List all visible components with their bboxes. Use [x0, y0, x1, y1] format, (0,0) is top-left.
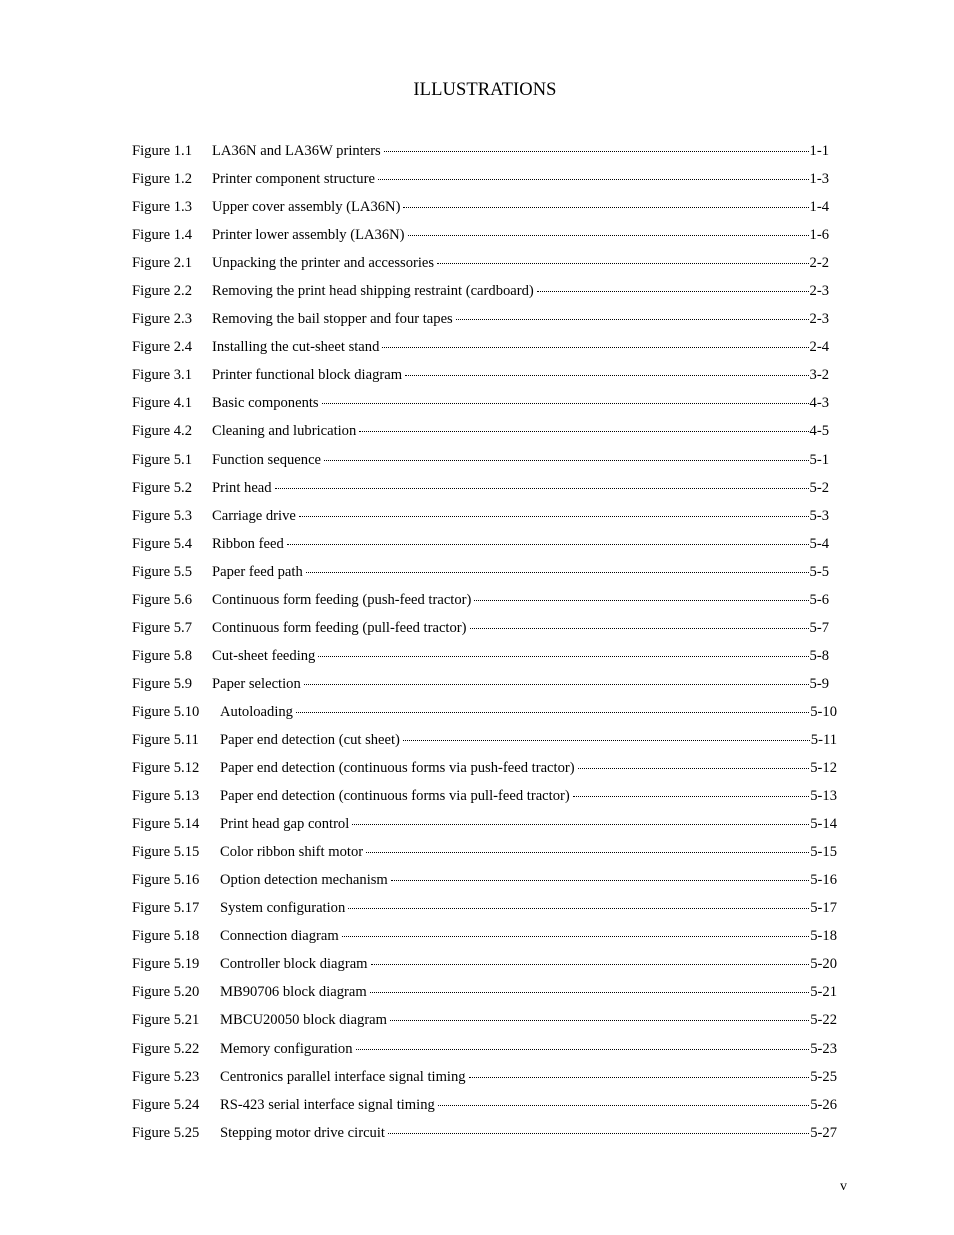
figure-title: Continuous form feeding (pull-feed tractor): [212, 620, 470, 637]
dot-leader: [403, 206, 808, 208]
figure-title: RS-423 serial interface signal timing: [220, 1097, 438, 1114]
figure-number: Figure 1.4: [132, 227, 192, 244]
toc-entry[interactable]: [132, 788, 837, 816]
dot-leader: [304, 683, 809, 685]
figure-page: 1-1: [809, 143, 829, 159]
figure-number: Figure 5.25: [132, 1124, 200, 1141]
figure-number: Figure 5.10: [132, 703, 200, 720]
dot-leader: [352, 823, 809, 825]
figure-title: Carriage drive: [212, 508, 299, 525]
figure-page: 1-3: [809, 171, 829, 188]
figure-title: Printer lower assembly (LA36N): [212, 227, 408, 244]
figure-title: Option detection mechanism: [220, 872, 391, 889]
toc-entry[interactable]: [132, 1041, 837, 1069]
figure-number: Figure 5.18: [132, 928, 200, 945]
figure-number: Figure 5.3: [132, 507, 192, 524]
figure-page: 5-25: [810, 1068, 837, 1085]
figure-number: Figure 5.9: [132, 675, 192, 692]
figure-page: 5-8: [809, 647, 829, 664]
figure-title: Cut-sheet feeding: [212, 648, 318, 665]
figure-number: Figure 2.2: [132, 283, 192, 300]
toc-entry[interactable]: [132, 732, 837, 760]
figure-page: 5-22: [810, 1012, 837, 1029]
figure-number: Figure 5.13: [132, 788, 200, 805]
figure-page: 2-2: [809, 255, 829, 272]
figure-title: Paper feed path: [212, 564, 306, 581]
figure-number: Figure 5.21: [132, 1012, 200, 1029]
dot-leader: [388, 1132, 809, 1134]
toc-entry[interactable]: [132, 227, 829, 255]
figure-title: Paper end detection (continuous forms via push-feed tractor): [220, 760, 578, 777]
dot-leader: [403, 739, 810, 741]
dot-leader: [470, 627, 809, 629]
toc-entry[interactable]: [132, 508, 829, 536]
figure-number: Figure 3.1: [132, 367, 192, 384]
toc-entry[interactable]: [132, 620, 829, 648]
figure-title: Function sequence: [212, 452, 324, 469]
toc-entry[interactable]: [132, 536, 829, 564]
dot-leader: [324, 459, 809, 461]
figure-number: Figure 2.3: [132, 311, 192, 328]
dot-leader: [371, 963, 810, 965]
figure-page: 5-10: [810, 703, 837, 720]
page-number: v: [840, 1179, 847, 1194]
toc-entry[interactable]: [132, 171, 829, 199]
toc-entry[interactable]: [132, 928, 837, 956]
figure-title: Stepping motor drive circuit: [220, 1125, 388, 1142]
figure-page: 5-17: [810, 900, 837, 917]
figure-title: Ribbon feed: [212, 536, 287, 553]
figure-title: Continuous form feeding (push-feed tractor): [212, 592, 474, 609]
figure-number: Figure 1.3: [132, 199, 192, 216]
figure-number: Figure 4.1: [132, 395, 192, 412]
figure-title: Removing the bail stopper and four tapes: [212, 311, 456, 328]
dot-leader: [348, 907, 809, 909]
dot-leader: [378, 178, 809, 180]
dot-leader: [356, 1048, 810, 1050]
toc-entry[interactable]: [132, 255, 829, 283]
figure-number: Figure 5.23: [132, 1068, 200, 1085]
figure-title: System configuration: [220, 900, 348, 917]
figure-page: 2-4: [809, 339, 829, 356]
figure-number: Figure 5.22: [132, 1040, 200, 1057]
figure-page: 5-13: [810, 788, 837, 805]
toc-entry[interactable]: [132, 956, 837, 984]
figure-page: 4-5: [809, 423, 829, 440]
dot-leader: [456, 318, 809, 320]
figure-page: 5-6: [809, 591, 829, 608]
toc-entry[interactable]: [132, 1012, 837, 1040]
figure-title: Unpacking the printer and accessories: [212, 255, 437, 272]
figure-number: Figure 5.19: [132, 956, 200, 973]
toc-entry[interactable]: [132, 704, 837, 732]
figure-page: 5-20: [810, 956, 837, 973]
figure-number: Figure 1.1: [132, 143, 192, 159]
figure-page: 3-2: [809, 367, 829, 384]
dot-leader: [318, 655, 808, 657]
figure-title: Autoloading: [220, 704, 296, 721]
figure-page: 5-16: [810, 872, 837, 889]
figure-number: Figure 5.24: [132, 1096, 200, 1113]
figure-page: 5-12: [810, 760, 837, 777]
toc-entry[interactable]: [132, 143, 829, 171]
figure-title: Installing the cut-sheet stand: [212, 339, 382, 356]
toc-entry[interactable]: [132, 1097, 837, 1125]
toc-entry[interactable]: [132, 395, 829, 423]
dot-leader: [287, 543, 809, 545]
figure-page: 2-3: [809, 283, 829, 300]
figure-page: 5-11: [810, 731, 837, 748]
figure-number: Figure 2.1: [132, 255, 192, 272]
dot-leader: [408, 234, 809, 236]
figure-page: 1-4: [809, 199, 829, 216]
figure-number: Figure 5.2: [132, 479, 192, 496]
toc-entry[interactable]: [132, 592, 829, 620]
dot-leader: [384, 150, 809, 152]
figure-title: Controller block diagram: [220, 956, 371, 973]
figure-page: 4-3: [809, 395, 829, 412]
figure-number: Figure 5.7: [132, 619, 192, 636]
dot-leader: [578, 767, 810, 769]
figure-page: 5-2: [809, 479, 829, 496]
figure-page: 5-18: [810, 928, 837, 945]
dot-leader: [370, 991, 810, 993]
figure-number: Figure 5.15: [132, 844, 200, 861]
toc-entry[interactable]: [132, 984, 837, 1012]
toc-entry[interactable]: [132, 339, 829, 367]
figure-title: MB90706 block diagram: [220, 984, 370, 1001]
figure-number: Figure 5.8: [132, 647, 192, 664]
figure-page: 5-27: [810, 1124, 837, 1141]
toc-entry[interactable]: [132, 564, 829, 592]
figure-number: Figure 5.1: [132, 451, 192, 468]
figure-page: 5-1: [809, 451, 829, 468]
figure-title: Paper end detection (continuous forms via pull-feed tractor): [220, 788, 573, 805]
dot-leader: [359, 430, 808, 432]
dot-leader: [537, 290, 809, 292]
toc-entry[interactable]: [132, 844, 837, 872]
dot-leader: [390, 1019, 809, 1021]
figure-number: Figure 5.16: [132, 872, 200, 889]
figure-title: Upper cover assembly (LA36N): [212, 199, 403, 216]
figure-page: 5-7: [809, 619, 829, 636]
dot-leader: [306, 571, 809, 573]
toc-entry[interactable]: [132, 452, 829, 480]
toc-entry[interactable]: [132, 872, 837, 900]
toc-entry[interactable]: [132, 283, 829, 311]
figure-title: MBCU20050 block diagram: [220, 1012, 390, 1029]
figure-title: Basic components: [212, 395, 322, 412]
dot-leader: [322, 402, 809, 404]
figure-number: Figure 5.20: [132, 984, 200, 1001]
figure-title: Printer component structure: [212, 171, 378, 188]
figure-page: 5-23: [810, 1040, 837, 1057]
dot-leader: [342, 935, 809, 937]
figure-title: Paper selection: [212, 676, 304, 693]
dot-leader: [366, 851, 809, 853]
figure-title: Color ribbon shift motor: [220, 844, 366, 861]
figure-title: Paper end detection (cut sheet): [220, 732, 403, 749]
toc-entry[interactable]: [132, 816, 837, 844]
dot-leader: [296, 711, 809, 713]
figure-page: 5-14: [810, 816, 837, 833]
toc-entry[interactable]: [132, 760, 837, 788]
figure-title: Connection diagram: [220, 928, 342, 945]
dot-leader: [382, 346, 808, 348]
dot-leader: [405, 374, 808, 376]
toc-entry[interactable]: [132, 367, 829, 395]
toc-entry[interactable]: [132, 648, 829, 676]
toc-entry[interactable]: [132, 423, 829, 451]
figure-title: Print head gap control: [220, 816, 352, 833]
toc-entry[interactable]: [132, 480, 829, 508]
figure-number: Figure 5.12: [132, 760, 200, 777]
dot-leader: [573, 795, 810, 797]
figure-title: Printer functional block diagram: [212, 367, 405, 384]
figure-number: Figure 2.4: [132, 339, 192, 356]
figure-number: Figure 4.2: [132, 423, 192, 440]
dot-leader: [299, 515, 809, 517]
figure-title: Removing the print head shipping restraint (cardboard): [212, 283, 537, 300]
figure-title: Centronics parallel interface signal timing: [220, 1069, 469, 1086]
dot-leader: [437, 262, 808, 264]
figure-title: Cleaning and lubrication: [212, 423, 359, 440]
dot-leader: [391, 879, 809, 881]
figure-page: 5-9: [809, 675, 829, 692]
dot-leader: [275, 487, 809, 489]
dot-leader: [474, 599, 808, 601]
figure-title: LA36N and LA36W printers: [212, 143, 384, 160]
dot-leader: [469, 1076, 810, 1078]
illustrations-list: [132, 143, 837, 1153]
figure-number: Figure 5.5: [132, 563, 192, 580]
figure-page: 5-15: [810, 844, 837, 861]
figure-title: Memory configuration: [220, 1041, 356, 1058]
figure-page: 2-3: [809, 311, 829, 328]
page-title: ILLUSTRATIONS: [413, 80, 557, 100]
figure-page: 5-26: [810, 1096, 837, 1113]
figure-number: Figure 5.6: [132, 591, 192, 608]
toc-entry[interactable]: [132, 199, 829, 227]
figure-title: Print head: [212, 480, 275, 497]
figure-number: Figure 5.17: [132, 900, 200, 917]
figure-number: Figure 5.11: [132, 731, 199, 748]
figure-number: Figure 1.2: [132, 171, 192, 188]
figure-number: Figure 5.14: [132, 816, 200, 833]
figure-page: 5-3: [809, 507, 829, 524]
figure-page: 5-21: [810, 984, 837, 1001]
toc-entry[interactable]: [132, 1125, 837, 1153]
toc-entry[interactable]: [132, 1069, 837, 1097]
toc-entry[interactable]: [132, 900, 837, 928]
toc-entry[interactable]: [132, 311, 829, 339]
figure-page: 1-6: [809, 227, 829, 244]
toc-entry[interactable]: [132, 676, 829, 704]
figure-page: 5-4: [809, 535, 829, 552]
figure-page: 5-5: [809, 563, 829, 580]
figure-number: Figure 5.4: [132, 535, 192, 552]
dot-leader: [438, 1104, 809, 1106]
